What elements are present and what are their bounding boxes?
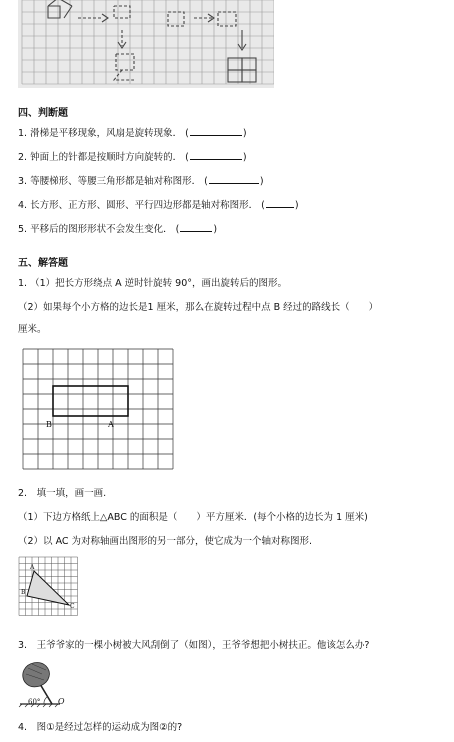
judge-item-5: 5. 平移后的图形形状不会发生变化． ( ) — [18, 224, 218, 235]
q4-line: 4. 图①是经过怎样的运动成为图②的? — [18, 722, 183, 733]
answer-blank-3[interactable] — [209, 183, 259, 184]
q1-line3: 厘米。 — [18, 324, 47, 335]
tree-point-o: O — [58, 697, 65, 706]
rotation-grid — [22, 348, 174, 470]
q2-line2: （1）下边方格纸上△ABC 的面积是（ ）平方厘米．(每个小格的边长为 1 厘米) — [18, 512, 368, 523]
triangle-grid — [18, 556, 78, 616]
q2-line1: 2. 填一填，画一画. — [18, 488, 107, 499]
q1-line2: （2）如果每个小方格的边长是1 厘米，那么在旋转过程中点 B 经过的路线长（ ） — [18, 302, 379, 313]
section5-title: 五、解答题 — [18, 258, 68, 269]
grid2-point-a: A — [30, 564, 35, 571]
judge-item-1: 1. 滑梯是平移现象，风扇是旋转现象． ( ) — [18, 128, 247, 139]
answer-blank-4[interactable] — [266, 207, 294, 208]
judge-item-4: 4. 长方形、正方形、圆形、平行四边形都是轴对称图形． ( ) — [18, 200, 299, 211]
grid2-point-c: C — [70, 603, 75, 610]
answer-blank-1[interactable] — [190, 135, 242, 136]
tree-angle-label: 60° — [28, 698, 41, 706]
q2-line3: （2）以 AC 为对称轴画出图形的另一部分，使它成为一个轴对称图形. — [18, 536, 313, 547]
grid1-point-b: B — [46, 420, 52, 429]
judge-item-2: 2. 钟面上的针都是按顺时方向旋转的． ( ) — [18, 152, 247, 163]
top-transform-figure — [18, 0, 274, 88]
answer-blank-2[interactable] — [190, 159, 242, 160]
grid2-point-b: B — [21, 589, 26, 596]
triangle-abc — [27, 571, 69, 605]
q3-line: 3. 王爷爷家的一棵小树被大风刮倒了（如图），王爷爷想把小树扶正。他该怎么办? — [18, 640, 370, 651]
section4-title: 四、判断题 — [18, 108, 68, 119]
answer-blank-5[interactable] — [180, 231, 212, 232]
q1-line1: 1. （1）把长方形绕点 A 逆时针旋转 90°，画出旋转后的图形。 — [18, 278, 288, 289]
grid1-point-a: A — [108, 420, 114, 429]
rectangle-shape — [53, 386, 128, 416]
judge-item-3: 3. 等腰梯形、等腰三角形都是轴对称图形． ( ) — [18, 176, 264, 187]
